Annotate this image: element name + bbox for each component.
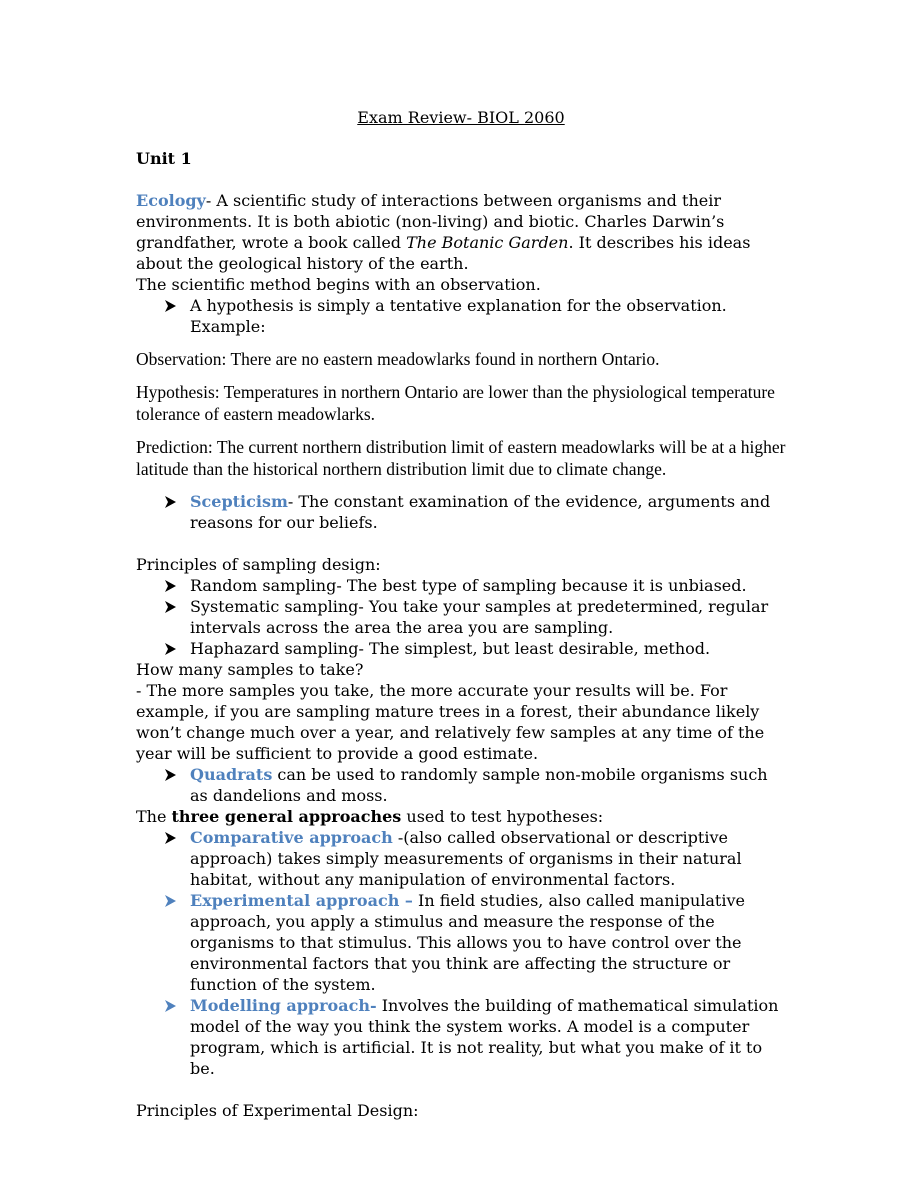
list-item [190,596,786,638]
scientific-method-line: The scientific method begins with an observation. [136,275,541,294]
approaches-pre: The [136,807,172,826]
sampling-item-haphazard: Haphazard sampling- The simplest, but least desirable, method. [190,639,711,658]
experimental-text: In field studies, also called manipulative approach, you apply a stimulus and measure the response of the organisms to that stimulus. This allows you to have control over the environmental factors that you think are affecting the structure or function of the system. [190,891,745,994]
prediction-line: Prediction: The current northern distribution limit of eastern meadowlarks will be at a higher latitude than the historical northern distribution limit due to climate change. [136,437,786,479]
arrowhead-bullet-icon [164,575,178,596]
arrowhead-bullet-icon [164,764,178,785]
comparative-term: Comparative approach [190,828,393,847]
arrowhead-bullet-icon [164,890,178,911]
list-item [190,890,786,995]
scepticism-term: Scepticism [190,492,288,511]
approaches-intro [136,806,786,827]
unit-heading: Unit 1 [136,149,192,168]
ecology-paragraph [136,190,786,274]
list-item [190,995,786,1079]
arrowhead-bullet-icon [164,827,178,848]
hypothesis-list [136,295,786,337]
list-item [190,295,786,337]
document-page [136,107,786,1121]
list-item [190,491,786,533]
sampling-list [136,575,786,659]
quadrats-term: Quadrats [190,765,273,784]
how-many-heading: How many samples to take? [136,660,364,679]
arrowhead-bullet-icon [164,491,178,512]
more-samples-paragraph: - The more samples you take, the more accurate your results will be. For example, if you are sampling mature trees in a forest, their abundance likely won’t change much over a year, and relatively few samples at any time of the year will be sufficient to provide a good estimate. [136,681,765,763]
ecology-text-a: - A scientific study of interactions between organisms and their environments. It is both abiotic (non-living) and biotic. Charles Darwin’s grandfather, wrote a book called [136,191,725,252]
ecology-term: Ecology [136,191,206,210]
observation-line: Observation: There are no eastern meadowlarks found in northern Ontario. [136,349,660,369]
hypothesis-bullet-text: A hypothesis is simply a tentative explanation for the observation. Example: [190,296,727,336]
arrowhead-bullet-icon [164,295,178,316]
experimental-term: Experimental approach – [190,891,413,910]
sampling-item-random: Random sampling- The best type of sampling because it is unbiased. [190,576,747,595]
list-item [190,638,786,659]
arrowhead-bullet-icon [164,596,178,617]
modelling-term: Modelling approach- [190,996,377,1015]
quadrats-text: can be used to randomly sample non-mobile organisms such as dandelions and moss. [190,765,768,805]
hypothesis-line: Hypothesis: Temperatures in northern Ontario are lower than the physiological temperature tolerance of eastern meadowlarks. [136,382,775,424]
approaches-bold: three general approaches [171,807,402,826]
quadrats-list [136,764,786,806]
sampling-item-systematic: Systematic sampling- You take your samples at predetermined, regular intervals across the area the area you are sampling. [190,597,769,637]
approaches-post: used to test hypotheses: [401,807,604,826]
page-title: Exam Review- BIOL 2060 [357,108,565,127]
modelling-text: Involves the building of mathematical simulation model of the way you think the system works. A model is a computer program, which is artificial. It is not reality, but what you make of it to be. [190,996,779,1078]
ecology-text-b: . It describes his ideas about the geological history of the earth. [136,233,751,273]
arrowhead-bullet-icon [164,638,178,659]
arrowhead-bullet-icon [164,995,178,1016]
scepticism-list [136,491,786,533]
sampling-heading: Principles of sampling design: [136,555,381,574]
experimental-design-heading: Principles of Experimental Design: [136,1101,419,1120]
approaches-list [136,827,786,1079]
list-item [190,764,786,806]
list-item [190,827,786,890]
list-item [190,575,786,596]
scepticism-text: - The constant examination of the evidence, arguments and reasons for our beliefs. [190,492,771,532]
comparative-text: -(also called observational or descriptive approach) takes simply measurements of organisms in their natural habitat, without any manipulation of environmental factors. [190,828,742,889]
ecology-book-title: The Botanic Garden [406,233,569,252]
